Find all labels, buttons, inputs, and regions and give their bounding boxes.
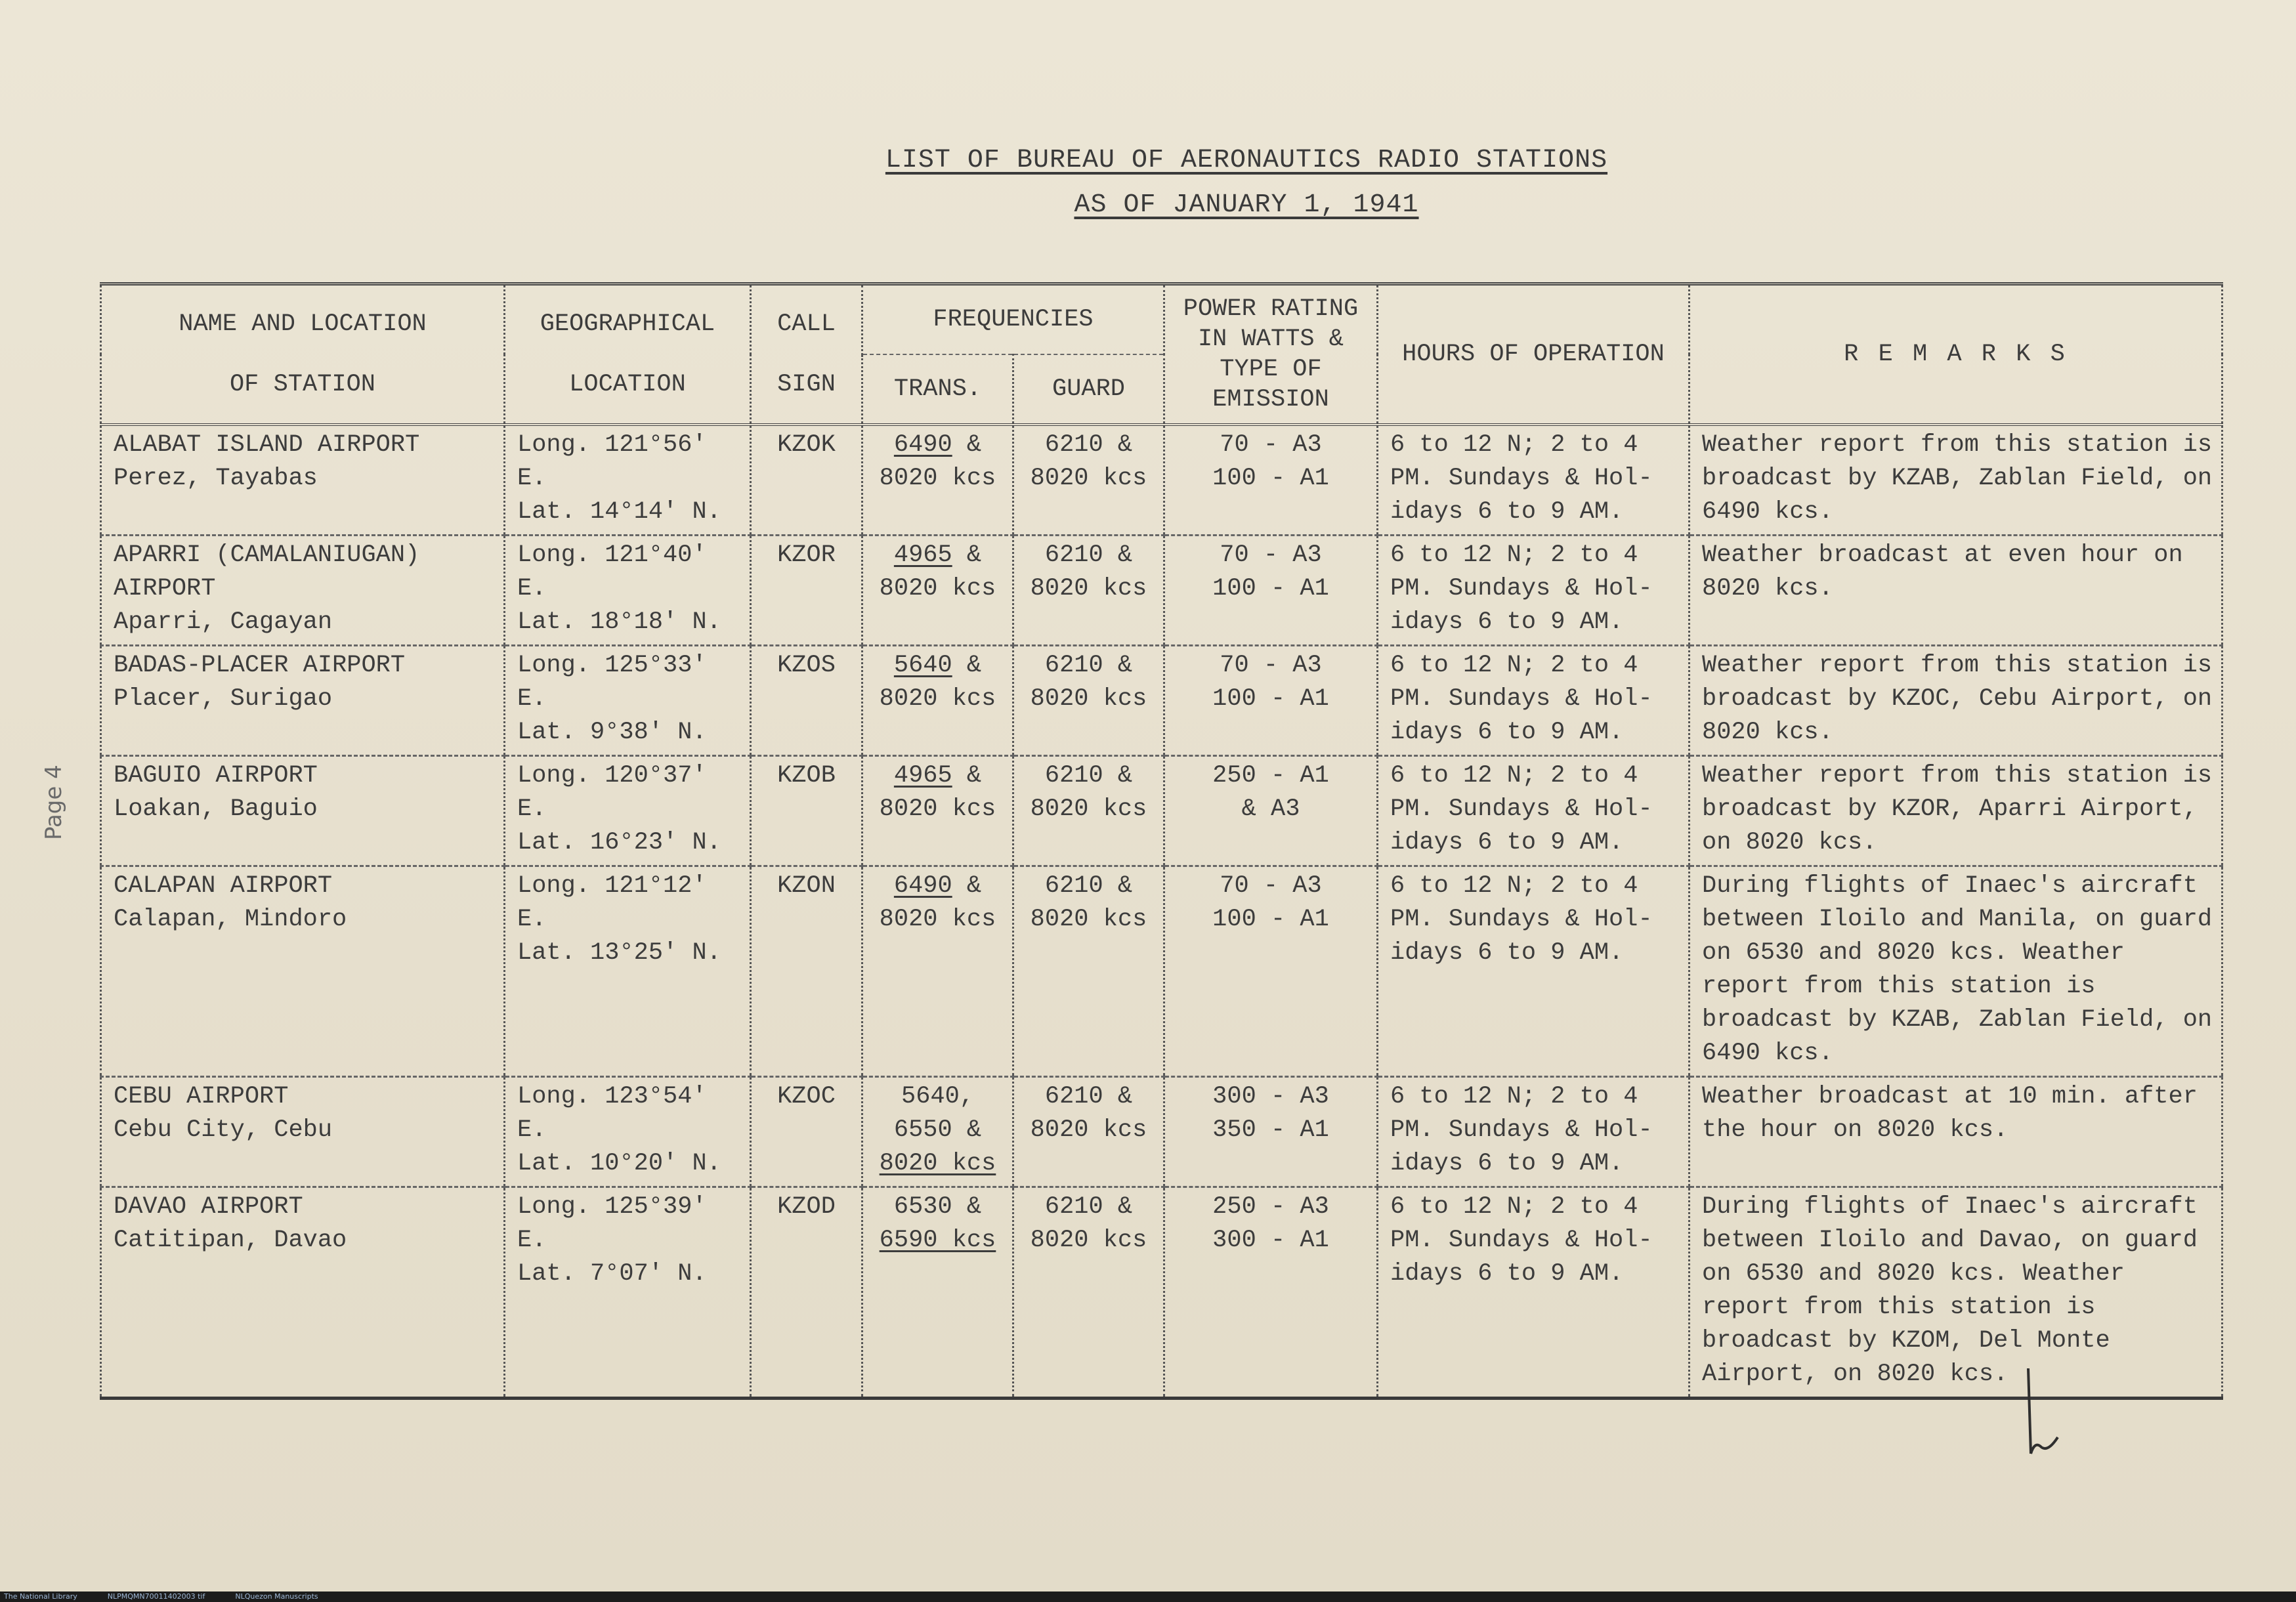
hours-of-operation: 6 to 12 N; 2 to 4 PM. Sundays & Hol- idays 6 to 9 AM. [1378, 1187, 1690, 1399]
trans-frequency: 4965 & 8020 kcs [862, 756, 1013, 866]
header-power-rating: POWER RATING IN WATTS & TYPE OF EMISSION [1164, 284, 1378, 425]
table-row-calapan [101, 866, 2222, 1077]
power-rating: 70 - A3 100 - A1 [1164, 425, 1378, 536]
table-row-aparri [101, 536, 2222, 646]
station-name: CEBU AIRPORT Cebu City, Cebu [101, 1077, 505, 1187]
station-name: DAVAO AIRPORT Catitipan, Davao [101, 1187, 505, 1399]
geo-location: Long. 120°37' E. Lat. 16°23' N. [505, 756, 751, 866]
trans-frequency: 4965 & 8020 kcs [862, 536, 1013, 646]
table-row-cebu [101, 1077, 2222, 1187]
remarks: Weather report from this station is broadcast by KZOR, Aparri Airport, on 8020 kcs. [1690, 756, 2222, 866]
call-sign: KZOB [751, 756, 862, 866]
geo-location: Long. 121°40' E. Lat. 18°18' N. [505, 536, 751, 646]
header-hours: HOURS OF OPERATION [1378, 284, 1690, 425]
hours-of-operation: 6 to 12 N; 2 to 4 PM. Sundays & Hol- idays 6 to 9 AM. [1378, 646, 1690, 756]
guard-frequency: 6210 & 8020 kcs [1013, 1187, 1164, 1399]
hours-of-operation: 6 to 12 N; 2 to 4 PM. Sundays & Hol- idays 6 to 9 AM. [1378, 866, 1690, 1077]
header-remarks: R E M A R K S [1690, 284, 2222, 425]
table-row-alabat [101, 425, 2222, 536]
power-rating: 70 - A3 100 - A1 [1164, 646, 1378, 756]
power-rating: 250 - A3 300 - A1 [1164, 1187, 1378, 1399]
table-row-davao [101, 1187, 2222, 1399]
station-name: BAGUIO AIRPORT Loakan, Baguio [101, 756, 505, 866]
header-frequencies: FREQUENCIES [862, 284, 1164, 355]
guard-frequency: 6210 & 8020 kcs [1013, 756, 1164, 866]
power-rating: 300 - A3 350 - A1 [1164, 1077, 1378, 1187]
geo-location: Long. 121°12' E. Lat. 13°25' N. [505, 866, 751, 1077]
table-row-baguio [101, 756, 2222, 866]
station-name: APARRI (CAMALANIUGAN) AIRPORT Aparri, Cagayan [101, 536, 505, 646]
call-sign: KZOD [751, 1187, 862, 1399]
document-subtitle: AS OF JANUARY 1, 1941 [1074, 190, 1419, 220]
call-sign: KZOK [751, 425, 862, 536]
table-row-badas-placer [101, 646, 2222, 756]
guard-frequency: 6210 & 8020 kcs [1013, 425, 1164, 536]
guard-frequency: 6210 & 8020 kcs [1013, 866, 1164, 1077]
header-geo-location: GEOGRAPHICAL LOCATION [505, 284, 751, 425]
power-rating: 250 - A1 & A3 [1164, 756, 1378, 866]
guard-frequency: 6210 & 8020 kcs [1013, 1077, 1164, 1187]
station-name: ALABAT ISLAND AIRPORT Perez, Tayabas [101, 425, 505, 536]
trans-frequency: 5640 & 8020 kcs [862, 646, 1013, 756]
handwritten-mark [2022, 1362, 2081, 1460]
header-call-sign: CALL SIGN [751, 284, 862, 425]
station-name: CALAPAN AIRPORT Calapan, Mindoro [101, 866, 505, 1077]
geo-location: Long. 125°33' E. Lat. 9°38' N. [505, 646, 751, 756]
power-rating: 70 - A3 100 - A1 [1164, 536, 1378, 646]
header-guard: GUARD [1013, 354, 1164, 425]
header-trans: TRANS. [862, 354, 1013, 425]
archive-footer: The National Library NLPMQMN70011402003 tif NLQuezon Manuscripts [0, 1591, 2296, 1602]
remarks: Weather report from this station is broadcast by KZOC, Cebu Airport, on 8020 kcs. [1690, 646, 2222, 756]
remarks: Weather broadcast at even hour on 8020 kcs. [1690, 536, 2222, 646]
page-mark: Page 4 [41, 765, 67, 840]
guard-frequency: 6210 & 8020 kcs [1013, 536, 1164, 646]
header-name-location: NAME AND LOCATION OF STATION [101, 284, 505, 425]
call-sign: KZON [751, 866, 862, 1077]
remarks: During flights of Inaec's aircraft between Iloilo and Manila, on guard on 6530 and 8020 kcs. Weather report from this station is broadcast by KZAB, Zablan Field, on 6490 kcs. [1690, 866, 2222, 1077]
call-sign: KZOC [751, 1077, 862, 1187]
remarks: Weather broadcast at 10 min. after the hour on 8020 kcs. [1690, 1077, 2222, 1187]
call-sign: KZOR [751, 536, 862, 646]
trans-frequency: 6490 & 8020 kcs [862, 425, 1013, 536]
geo-location: Long. 121°56' E. Lat. 14°14' N. [505, 425, 751, 536]
stations-table [100, 282, 2223, 1400]
call-sign: KZOS [751, 646, 862, 756]
trans-frequency: 6530 & 6590 kcs [862, 1187, 1013, 1399]
hours-of-operation: 6 to 12 N; 2 to 4 PM. Sundays & Hol- idays 6 to 9 AM. [1378, 1077, 1690, 1187]
geo-location: Long. 125°39' E. Lat. 7°07' N. [505, 1187, 751, 1399]
station-name: BADAS-PLACER AIRPORT Placer, Surigao [101, 646, 505, 756]
remarks: During flights of Inaec's aircraft between Iloilo and Davao, on guard on 6530 and 8020 kcs. Weather report from this station is broadcast by KZOM, Del Monte Airport, on 8020 kcs. [1690, 1187, 2222, 1399]
hours-of-operation: 6 to 12 N; 2 to 4 PM. Sundays & Hol- idays 6 to 9 AM. [1378, 536, 1690, 646]
hours-of-operation: 6 to 12 N; 2 to 4 PM. Sundays & Hol- idays 6 to 9 AM. [1378, 756, 1690, 866]
remarks: Weather report from this station is broadcast by KZAB, Zablan Field, on 6490 kcs. [1690, 425, 2222, 536]
hours-of-operation: 6 to 12 N; 2 to 4 PM. Sundays & Hol- idays 6 to 9 AM. [1378, 425, 1690, 536]
guard-frequency: 6210 & 8020 kcs [1013, 646, 1164, 756]
trans-frequency: 5640, 6550 & 8020 kcs [862, 1077, 1013, 1187]
geo-location: Long. 123°54' E. Lat. 10°20' N. [505, 1077, 751, 1187]
power-rating: 70 - A3 100 - A1 [1164, 866, 1378, 1077]
document-title: LIST OF BUREAU OF AERONAUTICS RADIO STATIONS [885, 146, 1608, 175]
trans-frequency: 6490 & 8020 kcs [862, 866, 1013, 1077]
